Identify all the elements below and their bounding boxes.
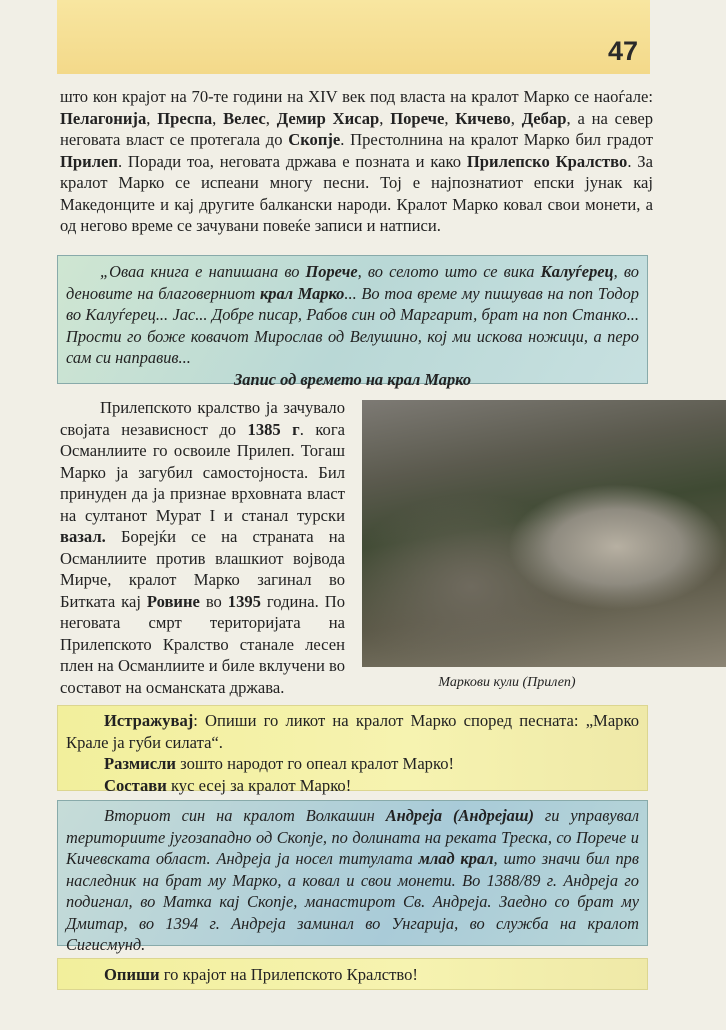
task-essay — [66, 775, 639, 797]
text-run: ... Во тоа време му пишував на поп Тодор во Калуѓерец... Јас... Добре писар, Рабов син од Маргарит, брат на поп Станко... Прости го боже ковачот Мирослав од Велушино, кој ми искова ножици, а перо сам си направив... — [66, 283, 640, 367]
bold-term: 1385 г — [247, 419, 300, 439]
text-run: зошто народот го опеал кралот Марко! — [175, 754, 455, 773]
text-run: ги управувал териториите југозападно од Скопје, по долината на реката Треска, со Порече и Кичевската област. Андреја ја носел титулата — [66, 806, 640, 868]
text-run: . За кралот Марко се испеани многу песни. Тој е најпознатиот епски јунак кај Македонците и кај другите балкански народи. Кралот Марко ковал свои монети, а од негово време се зачувани повеќе записи и натписи. — [60, 151, 653, 235]
text-run: , — [265, 108, 277, 128]
bold-term: Ровине — [146, 591, 200, 611]
intro-paragraph — [60, 86, 653, 237]
text-run: : Опиши го ликот на кралот Марко според песната: „Марко Крале ја губи силата“. — [66, 711, 639, 752]
text-run: Прилепското кралство ја зачувало својата независност до — [60, 398, 345, 439]
text-run: година. По неговата смрт територијата на Прилепското Кралство станале лесен плен на Османлиите и биле вклучени во составот на османската држава. — [60, 591, 345, 697]
bold-term: вазал. — [60, 527, 106, 546]
bold-term: Пелагонија — [60, 108, 147, 128]
text-run: , — [444, 108, 456, 128]
kingdom-end-paragraph — [60, 397, 345, 698]
bold-term: 1395 — [227, 591, 261, 611]
bold-term: Прилепско Кралство — [466, 151, 628, 171]
quote-text — [66, 261, 639, 369]
text-run: , а на север неговата власт се протегала до — [60, 108, 653, 149]
tasks-box — [57, 705, 648, 795]
text-run: што кон крајот на 70-те години на XIV век под власта на кралот Марко се наоѓале: — [60, 87, 653, 106]
photo-caption: Маркови кули (Прилеп) — [438, 675, 576, 690]
bold-term: млад крал — [418, 849, 494, 868]
text-run: . кога Османлиите го освоиле Прилеп. Тогаш Марко ја загубил самостојноста. Бил принуден да ја признае врховната власт на султанот Мурат I и станал турски — [60, 419, 346, 525]
bold-term: Состави — [104, 775, 167, 795]
bold-term: Демир Хисар — [276, 108, 380, 128]
text-run: . Поради тоа, неговата држава е позната и како — [117, 151, 467, 171]
text-run: , — [212, 108, 224, 128]
task-think — [66, 753, 639, 775]
text-run: Вториот син на кралот Волкашин — [104, 806, 386, 825]
text-run: го крајот на Прилепското Кралство! — [159, 965, 418, 984]
bold-term: Истражувај — [104, 711, 194, 730]
bold-term: Порече — [305, 262, 358, 281]
bold-term: Порече — [390, 108, 445, 128]
task-research — [66, 710, 639, 753]
bold-term: Кичево — [455, 108, 511, 128]
text-run: , — [146, 108, 158, 128]
bold-term: Велес — [223, 108, 266, 128]
text-run: , што значи бил прв наследник на брат му Марко, а ковал и свои монети. Во 1388/89 г. Андреја го подигнал, во Матка кај Скопје, манастирот Св. Андреја. Заедно со брат му Дмитар, во 1394 г. Андреја заминал во Унгарија, во служба на кралот Сигисмунд. — [66, 849, 639, 954]
text-run: „Оваа книга е напишана во — [100, 262, 306, 281]
text-run: кус есеј за кралот Марко! — [166, 775, 352, 795]
text-run: во — [199, 591, 228, 611]
text-run: , — [379, 108, 391, 128]
quote-box — [57, 255, 648, 389]
text-run: , во селото што се вика — [357, 262, 541, 281]
text-run: Борејќи се на страната на Османлиите против влашкиот војвода Мирче, кралот Марко загинал во Битката кај — [60, 527, 345, 611]
andreja-info-box — [57, 800, 648, 954]
bold-term: крал Марко — [259, 283, 345, 303]
bold-term: Калуѓерец — [540, 262, 614, 281]
bold-term: Дебар — [521, 108, 567, 128]
text-run: , во деновите на благоверниот — [66, 262, 639, 303]
bold-term: Прилеп — [60, 151, 118, 171]
page-header-band — [57, 0, 650, 74]
final-task-box — [57, 958, 648, 990]
bold-term: Опиши — [104, 965, 160, 984]
bold-term: Размисли — [104, 754, 176, 773]
bold-term: Преспа — [157, 108, 213, 128]
text-run: . Престолнина на кралот Марко бил градот — [340, 130, 653, 149]
bold-term: Скопје — [288, 130, 341, 149]
quote-signature: Запис од времето на крал Марко — [233, 369, 472, 389]
bold-term: Андреја (Андрејаш) — [385, 806, 534, 825]
text-run: , — [510, 108, 522, 128]
page-number: 47 — [607, 36, 638, 66]
markovi-kuli-photo — [362, 400, 726, 667]
